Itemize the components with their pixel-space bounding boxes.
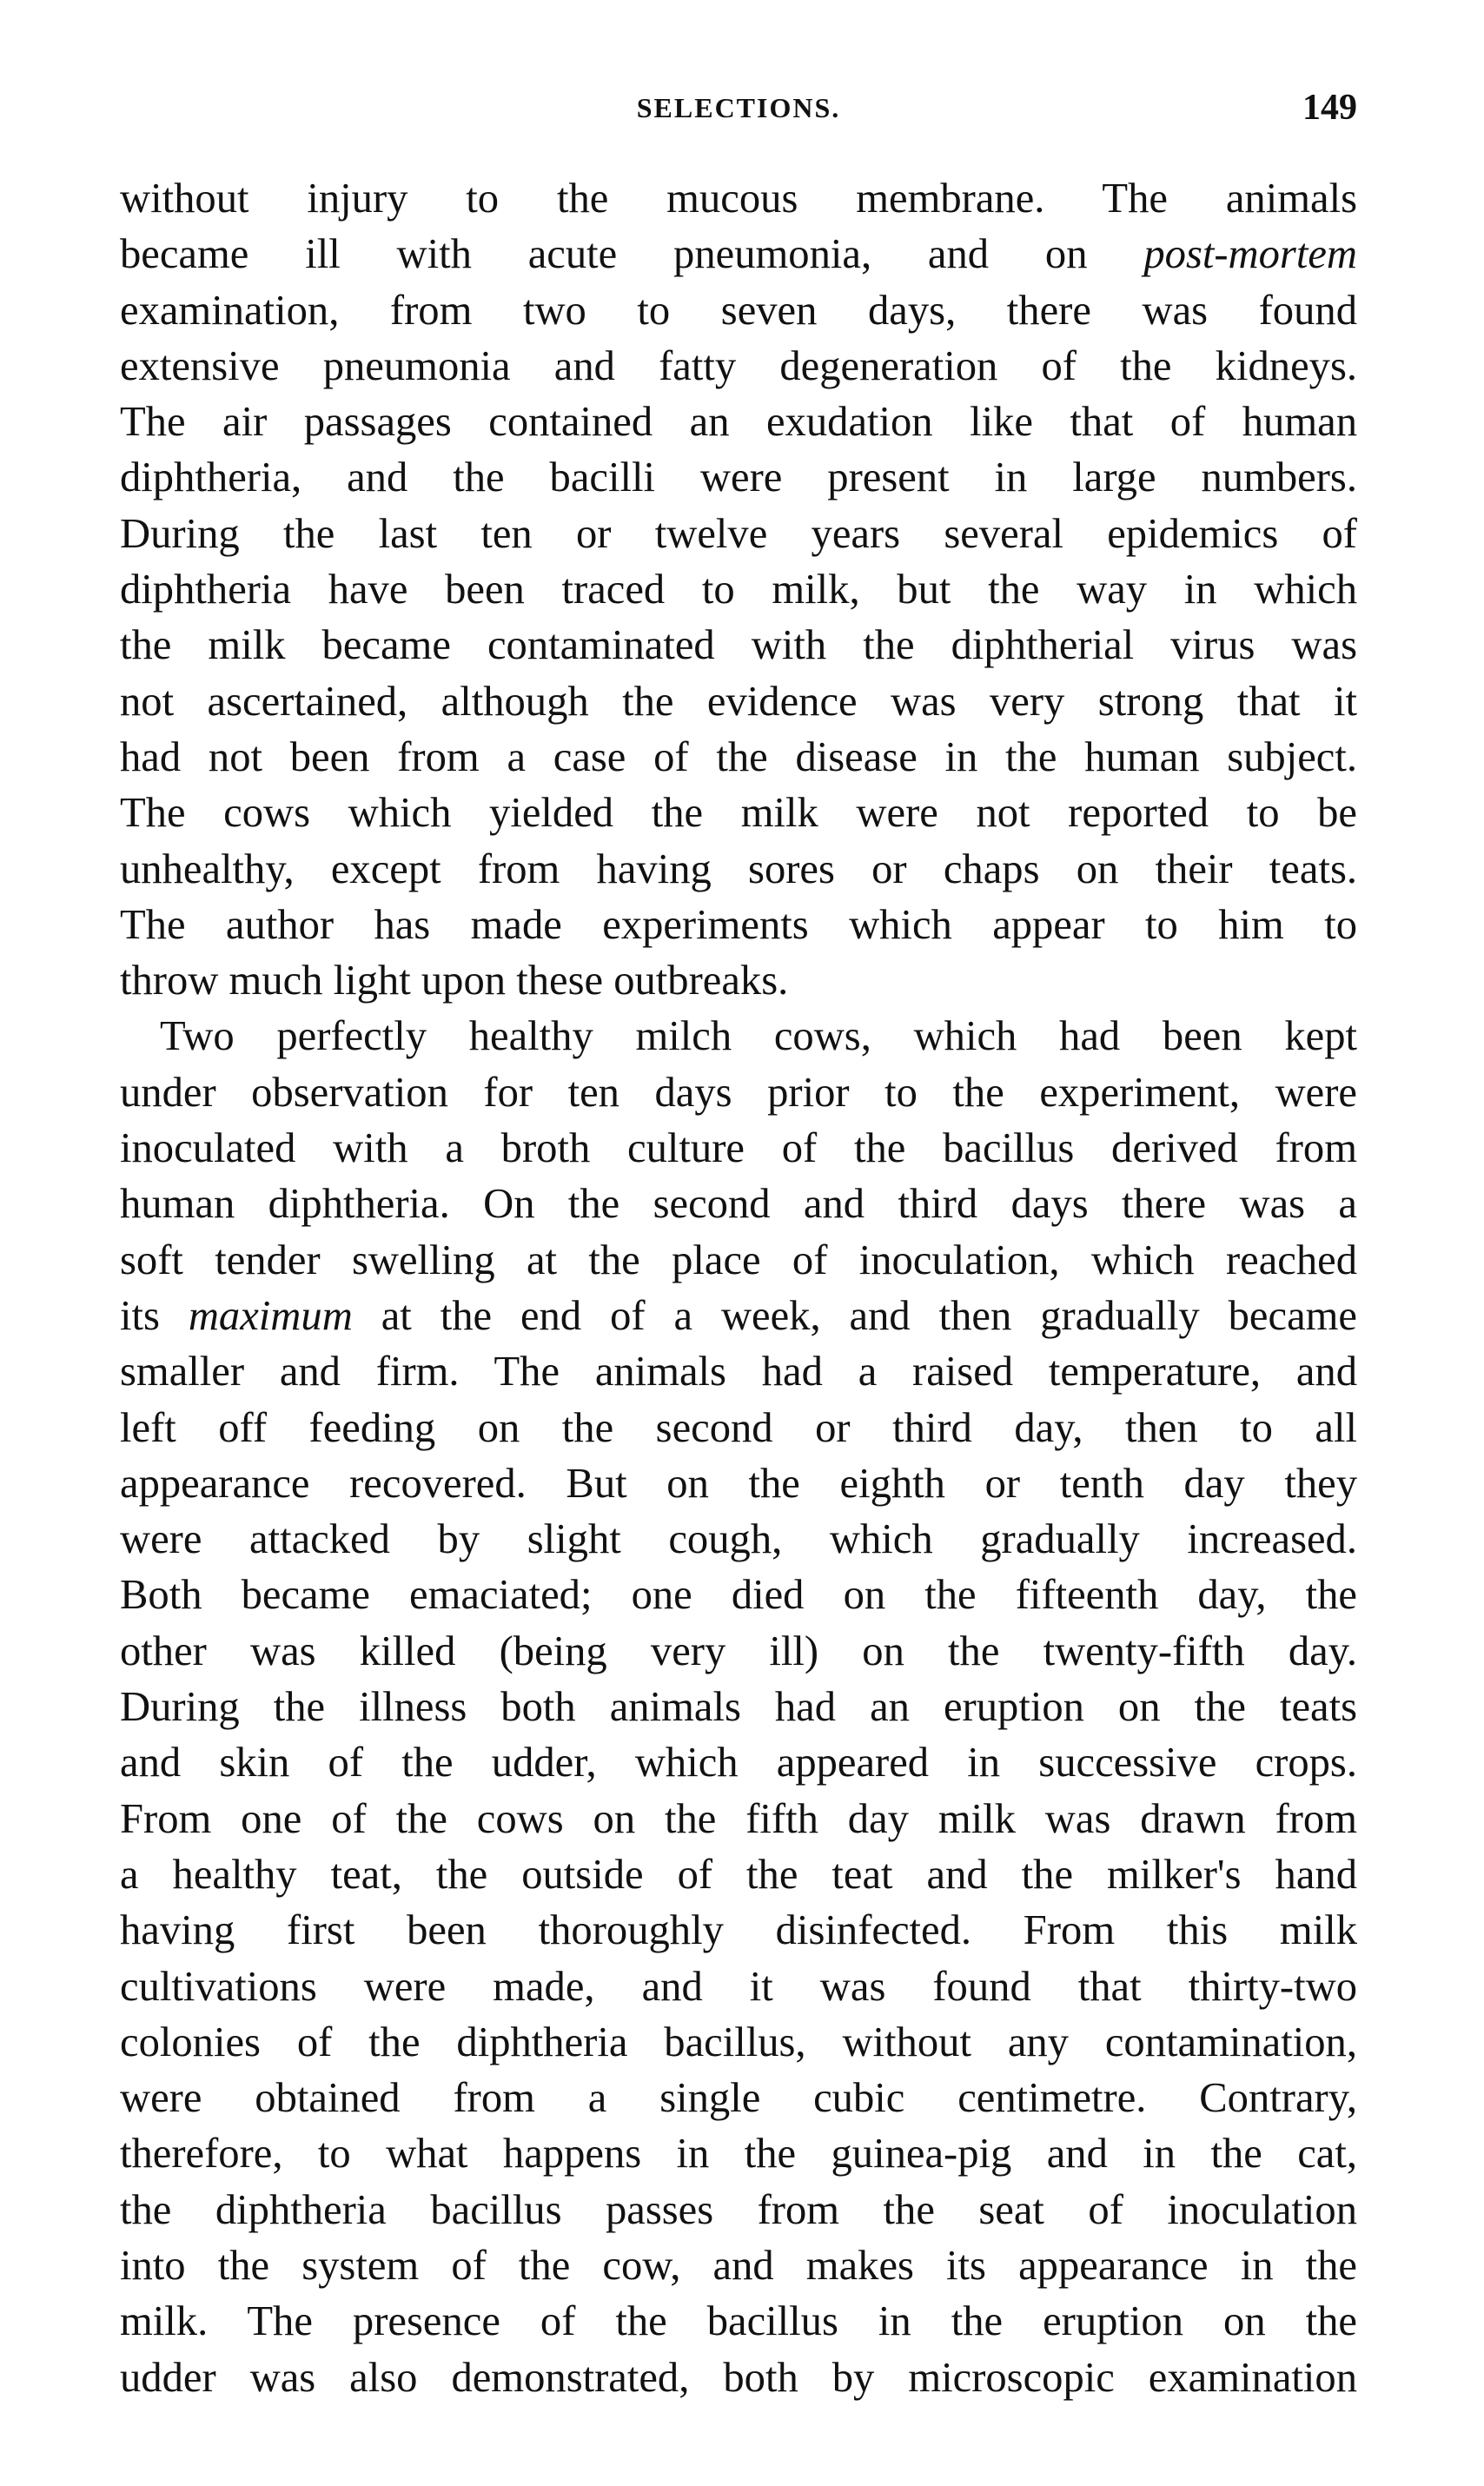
text-line: were attacked by slight cough, which gradually increased. <box>120 1515 1357 1563</box>
text-line: diphtheria, and the bacilli were present in large numbers. <box>120 454 1357 501</box>
italic-term: post-mortem <box>1143 230 1357 278</box>
text-line: other was killed (being very ill) on the twenty-fifth day. <box>120 1627 1357 1674</box>
text-line: From one of the cows on the fifth day milk was drawn from <box>120 1794 1357 1842</box>
text-line: under observation for ten days prior to the experiment, were <box>120 1068 1357 1116</box>
text-line: cultivations were made, and it was found that thirty-two <box>120 1962 1357 2010</box>
text-segment: became ill with acute pneumonia, and on <box>120 230 1144 278</box>
text-line: smaller and firm. The animals had a raised temperature, and <box>120 1348 1357 1395</box>
text-line: The air passages contained an exudation like that of human <box>120 398 1357 446</box>
text-line: therefore, to what happens in the guinea-pig and in the cat, <box>120 2130 1357 2178</box>
text-line: were obtained from a single cubic centimetre. Contrary, <box>120 2074 1357 2122</box>
text-line: examination, from two to seven days, there was found <box>120 286 1357 334</box>
text-line: milk. The presence of the bacillus in the eruption on the <box>120 2297 1357 2345</box>
text-line: During the illness both animals had an eruption on the teats <box>120 1683 1357 1731</box>
page-header <box>120 87 1357 139</box>
text-line <box>120 226 1357 282</box>
text-line: the milk became contaminated with the diphtherial virus was <box>120 621 1357 669</box>
text-line: During the last ten or twelve years several epidemics of <box>120 509 1357 557</box>
text-line: human diphtheria. On the second and third days there was a <box>120 1180 1357 1228</box>
text-line: soft tender swelling at the place of inoculation, which reached <box>120 1236 1357 1283</box>
text-line: had not been from a case of the disease in the human subject. <box>120 733 1357 780</box>
text-line: into the system of the cow, and makes its appearance in the <box>120 2241 1357 2289</box>
text-line: diphtheria have been traced to milk, but the way in which <box>120 566 1357 613</box>
running-head: SELECTIONS. <box>636 92 841 123</box>
text-segment: its <box>120 1291 189 1339</box>
page-number: 149 <box>1302 88 1357 128</box>
text-line: colonies of the diphtheria bacillus, without any contamination, <box>120 2018 1357 2065</box>
italic-term: maximum <box>188 1291 353 1339</box>
text-line: and skin of the udder, which appeared in successive crops. <box>120 1739 1357 1787</box>
text-line: Both became emaciated; one died on the fifteenth day, the <box>120 1571 1357 1619</box>
text-line: udder was also demonstrated, both by microscopic examination <box>120 2353 1357 2401</box>
text-line: left off feeding on the second or third day, then to all <box>120 1403 1357 1451</box>
text-line: The author has made experiments which appear to him to <box>120 900 1357 948</box>
body-text <box>120 170 1357 2405</box>
text-line: unhealthy, except from having sores or chaps on their teats. <box>120 845 1357 892</box>
text-line: the diphtheria bacillus passes from the seat of inoculation <box>120 2185 1357 2233</box>
text-line: not ascertained, although the evidence was very strong that it <box>120 677 1357 725</box>
text-line <box>120 1288 1357 1343</box>
text-line: The cows which yielded the milk were not reported to be <box>120 789 1357 837</box>
text-segment: at the end of a week, and then gradually became <box>352 1291 1357 1339</box>
text-line: extensive pneumonia and fatty degeneration of the kidneys. <box>120 341 1357 389</box>
text-line: appearance recovered. But on the eighth or tenth day they <box>120 1459 1357 1507</box>
text-line: without injury to the mucous membrane. The animals <box>120 175 1357 222</box>
text-line: a healthy teat, the outside of the teat and the milker's hand <box>120 1850 1357 1898</box>
text-line: throw much light upon these outbreaks. <box>120 957 789 1004</box>
text-line: Two perfectly healthy milch cows, which had been kept <box>160 1012 1357 1060</box>
text-line: inoculated with a broth culture of the bacillus derived from <box>120 1124 1357 1172</box>
text-line: having first been thoroughly disinfected. From this milk <box>120 1906 1357 1954</box>
